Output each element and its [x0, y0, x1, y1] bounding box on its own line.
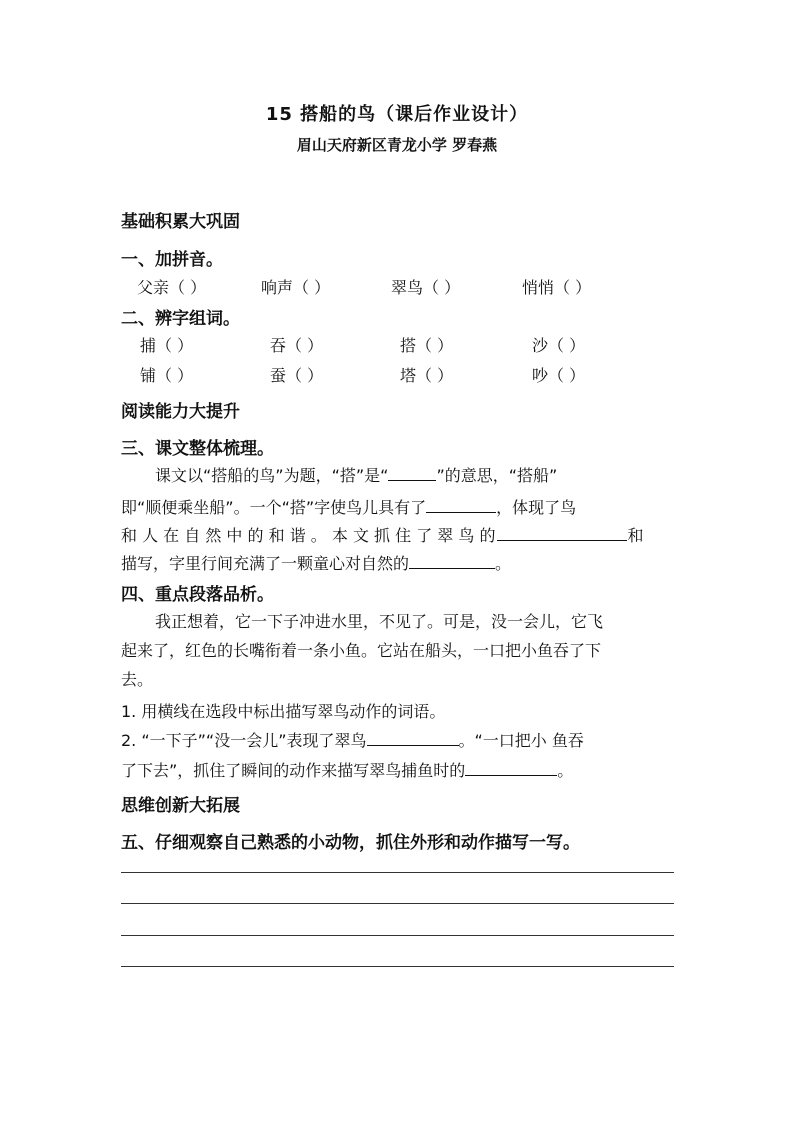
- q3-line-3: [121, 523, 643, 546]
- worksheet-title: 15 搭船的鸟（课后作业设计）: [265, 104, 529, 125]
- q3-text: 课文以“搭船的鸟”为题，“搭”是“: [155, 466, 389, 485]
- q4-text: 了下去”，抓住了瞬间的动作来描写翠鸟捕鱼时的: [121, 761, 466, 780]
- q3-line-4: [121, 551, 511, 574]
- writing-line[interactable]: [121, 935, 674, 936]
- q4-text: 。: [557, 761, 574, 780]
- q3-text: 描写，字里行间充满了一颗童心对自然的: [121, 554, 410, 573]
- q3-text: 和: [627, 526, 644, 545]
- writing-line[interactable]: [121, 903, 674, 904]
- q3-blank-4[interactable]: [409, 552, 495, 569]
- q5-heading: 五、仔细观察自己熟悉的小动物，抓住外形和动作描写一写。: [121, 833, 580, 853]
- q1-item: 悄悄（ ）: [522, 278, 592, 297]
- q4-subquestion-2: [121, 728, 584, 751]
- q3-text: 。: [495, 554, 512, 573]
- q2-item: 沙（ ）: [532, 336, 586, 355]
- q3-line-2: [121, 495, 576, 518]
- q4-blank-1[interactable]: [367, 729, 459, 746]
- q3-text: ”的意思，“搭船”: [436, 466, 558, 485]
- q3-blank-1[interactable]: [388, 464, 436, 481]
- q4-passage-line-2: 起来了，红色的长嘴衔着一条小鱼。它站在船头，一口把小鱼吞了下: [121, 641, 602, 660]
- q3-blank-2[interactable]: [426, 496, 496, 513]
- q3-text: 和 人 在 自 然 中 的 和 谐 。 本 文 抓 住 了 翠 鸟 的: [121, 526, 496, 545]
- q1-item: 翠鸟（ ）: [391, 278, 461, 297]
- q4-text: 。“一口把小 鱼吞: [458, 731, 584, 750]
- q2-item: 塔（ ）: [400, 366, 454, 385]
- q1-heading: 一、加拼音。: [121, 250, 223, 270]
- q2-item: 吵（ ）: [532, 366, 586, 385]
- q4-passage-line-1: 我正想着，它一下子冲进水里，不见了。可是，没一会儿，它飞: [155, 612, 604, 631]
- writing-line[interactable]: [121, 872, 674, 873]
- q3-blank-3[interactable]: [497, 524, 627, 541]
- q4-heading: 四、重点段落品析。: [121, 585, 274, 605]
- q3-text: 即“顺便乘坐船”。一个“搭”字使鸟儿具有了: [121, 498, 427, 517]
- writing-line[interactable]: [121, 966, 674, 967]
- q2-item: 铺（ ）: [140, 366, 194, 385]
- author-line: 眉山天府新区青龙小学 罗春燕: [296, 136, 498, 154]
- q1-item: 父亲（ ）: [137, 278, 207, 297]
- q2-heading: 二、辨字组词。: [121, 309, 240, 329]
- q3-heading: 三、课文整体梳理。: [121, 439, 274, 459]
- q2-item: 吞（ ）: [270, 336, 324, 355]
- q3-text: ，体现了鸟: [496, 498, 577, 517]
- q4-text: 2. “一下子”“没一会儿”表现了翠鸟: [121, 731, 367, 750]
- q3-line-1: [155, 463, 557, 486]
- q4-subquestion-2-cont: [121, 758, 573, 781]
- section-reading-heading: 阅读能力大提升: [121, 402, 240, 422]
- q2-item: 搭（ ）: [400, 336, 454, 355]
- q2-item: 蚕（ ）: [270, 366, 324, 385]
- q4-blank-2[interactable]: [465, 759, 557, 776]
- section-basic-heading: 基础积累大巩固: [121, 212, 240, 232]
- section-creative-heading: 思维创新大拓展: [121, 796, 240, 816]
- q4-subquestion-1: 1. 用横线在选段中标出描写翠鸟动作的词语。: [121, 702, 446, 721]
- q4-passage-line-3: 去。: [121, 670, 154, 689]
- q1-item: 响声（ ）: [261, 278, 331, 297]
- q2-item: 捕（ ）: [140, 336, 194, 355]
